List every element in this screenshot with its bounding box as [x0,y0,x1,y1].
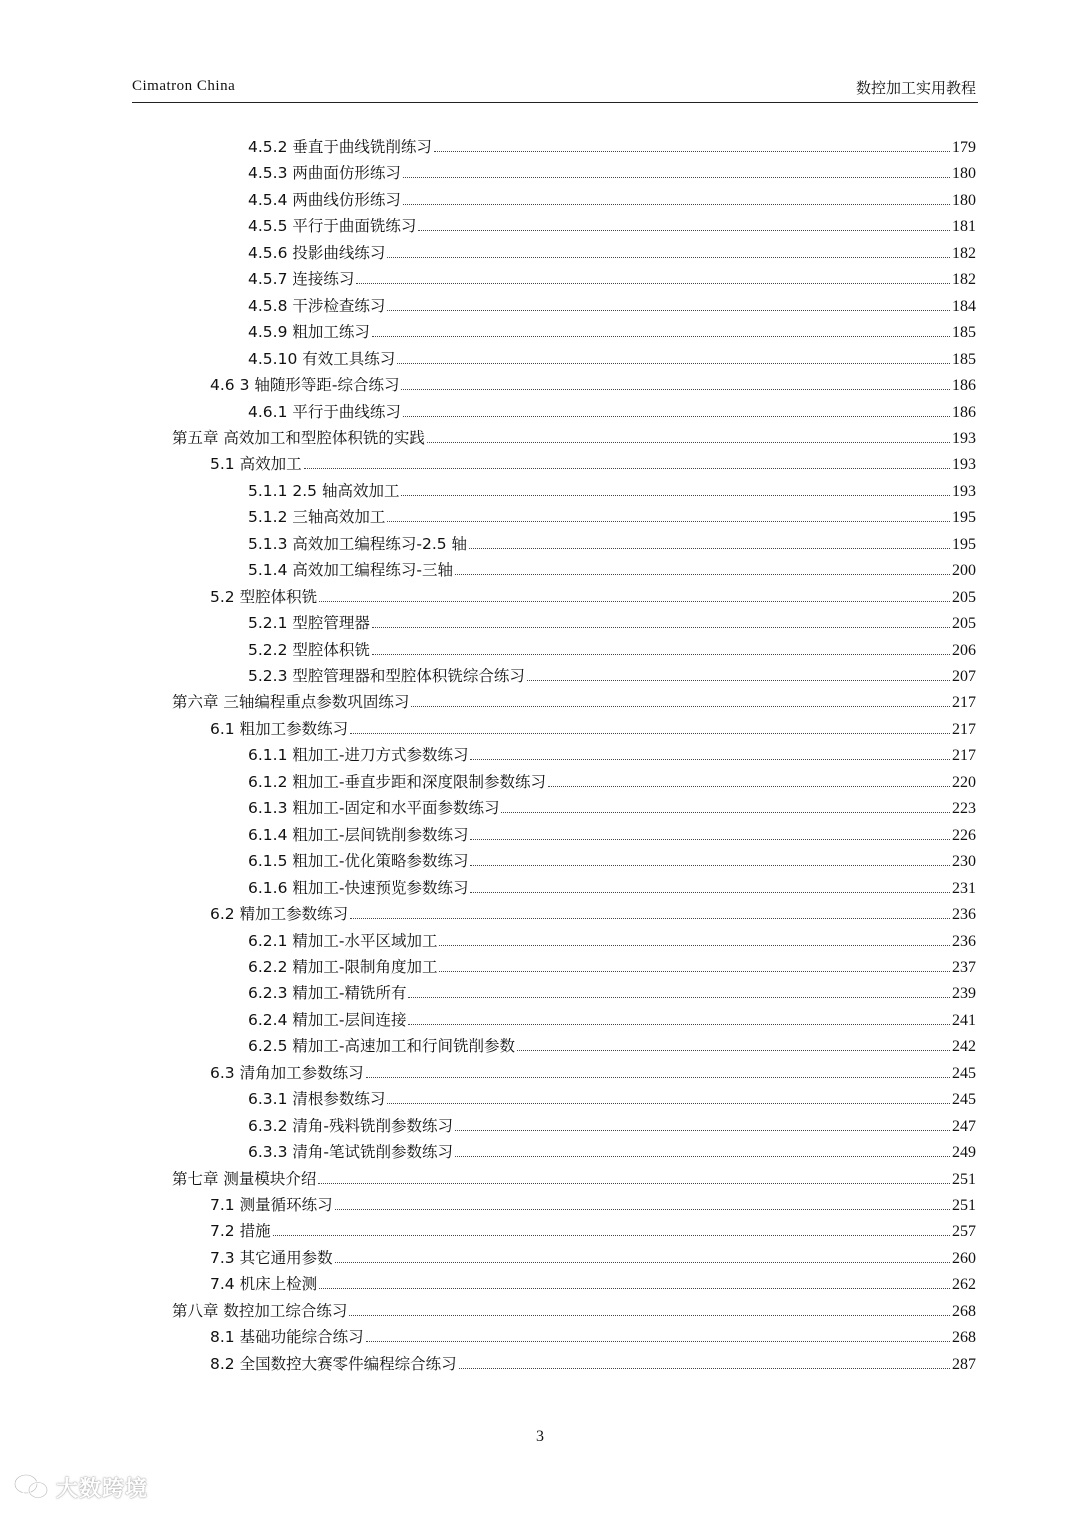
toc-entry[interactable] [248,744,976,766]
toc-entry-page: 193 [952,482,976,500]
toc-entry-page: 193 [952,456,976,474]
toc-dot-leader [455,1130,950,1131]
toc-entry-page: 181 [952,218,976,236]
toc-entry-title: 8.1 基础功能综合练习 [210,1328,364,1347]
toc-dot-leader [439,945,950,946]
toc-entry[interactable] [248,1141,976,1163]
toc-entry-title: 4.6.1 平行于曲线练习 [248,402,401,421]
toc-entry-page: 186 [952,403,976,421]
toc-entry-page: 242 [952,1038,976,1056]
toc-entry[interactable] [248,1035,976,1057]
toc-entry[interactable] [248,639,976,661]
toc-entry-title: 4.5.2 垂直于曲线铣削练习 [248,138,432,156]
toc-dot-leader [387,257,950,258]
toc-entry-title: 6.1.2 粗加工-垂直步距和深度限制参数练习 [248,772,546,791]
toc-entry-title: 6.2.1 精加工-水平区域加工 [248,931,438,950]
toc-entry-title: 6.1.3 粗加工-固定和水平面参数练习 [248,799,500,818]
toc-entry[interactable] [172,427,976,449]
toc-dot-leader [418,230,950,231]
toc-entry-title: 5.1.4 高效加工编程练习-三轴 [248,561,453,580]
toc-entry[interactable] [248,189,976,211]
toc-dot-leader [319,601,950,602]
toc-entry[interactable] [248,797,976,819]
toc-entry[interactable] [248,930,976,952]
toc-entry-title: 4.5.5 平行于曲面铣练习 [248,217,417,236]
toc-entry-title: 5.1.2 三轴高效加工 [248,508,386,527]
toc-entry-page: 236 [952,906,976,924]
toc-dot-leader [318,1183,950,1184]
toc-entry[interactable] [210,1062,976,1084]
toc-dot-leader [408,997,950,998]
toc-entry-page: 217 [952,694,976,712]
toc-dot-leader [356,283,950,284]
toc-entry-page: 185 [952,350,976,368]
toc-entry-page: 223 [952,800,976,818]
toc-dot-leader [548,786,950,787]
toc-dot-leader [501,812,950,813]
toc-entry[interactable] [248,956,976,978]
toc-dot-leader [408,1024,950,1025]
toc-entry-title: 6.2.3 精加工-精铣所有 [248,984,407,1003]
toc-entry-page: 257 [952,1223,976,1241]
toc-entry-title: 5.1 高效加工 [210,455,302,474]
toc-dot-leader [470,865,950,866]
toc-entry-page: 193 [952,429,976,447]
toc-entry[interactable] [210,1353,976,1375]
toc-entry-page: 268 [952,1302,976,1320]
toc-entry-page: 180 [952,165,976,183]
toc-entry[interactable] [248,771,976,793]
toc-entry[interactable] [210,453,976,475]
toc-entry-title: 4.5.3 两曲面仿形练习 [248,164,401,183]
toc-entry-page: 237 [952,958,976,976]
toc-entry-page: 217 [952,747,976,765]
toc-entry-page: 236 [952,932,976,950]
toc-entry[interactable] [248,136,976,158]
toc-entry-page: 182 [952,244,976,262]
toc-entry-title: 5.2.2 型腔体积铣 [248,640,370,659]
toc-entry-title: 4.5.10 有效工具练习 [248,349,396,368]
toc-entry-page: 182 [952,271,976,289]
toc-entry-title: 6.1 粗加工参数练习 [210,719,349,738]
toc-entry-page: 249 [952,1144,976,1162]
toc-entry-title: 5.2.3 型腔管理器和型腔体积铣综合练习 [248,667,525,685]
toc-entry-title: 6.1.1 粗加工-进刀方式参数练习 [248,746,469,765]
toc-dot-leader [403,177,950,178]
toc-dot-leader [455,574,950,575]
toc-entry-title: 5.2.1 型腔管理器 [248,614,370,633]
toc-entry[interactable] [248,268,976,290]
toc-entry[interactable] [248,982,976,1004]
toc-entry-page: 205 [952,588,976,606]
toc-entry[interactable] [210,586,976,608]
watermark-text: 大数跨境 [56,1476,149,1502]
toc-dot-leader [372,654,950,655]
toc-entry-page: 239 [952,985,976,1003]
toc-entry[interactable] [248,242,976,264]
toc-entry-page: 245 [952,1064,976,1082]
toc-dot-leader [366,1341,950,1342]
toc-dot-leader [350,918,950,919]
toc-entry[interactable] [210,1194,976,1216]
page-header [132,76,978,103]
toc-entry-title: 6.2 精加工参数练习 [210,905,349,924]
toc-entry-title: 第七章 测量模块介绍 [172,1169,317,1188]
toc-entry[interactable] [248,612,976,634]
toc-entry-title: 4.6 3 轴随形等距-综合练习 [210,376,400,395]
toc-entry-page: 226 [952,826,976,844]
toc-entry-page: 247 [952,1117,976,1135]
toc-entry-page: 207 [952,668,976,685]
toc-entry[interactable] [248,162,976,184]
toc-entry-title: 7.2 措施 [210,1222,271,1241]
toc-dot-leader [455,1156,950,1157]
toc-dot-leader [335,1262,950,1263]
toc-entry[interactable] [210,1326,976,1348]
toc-entry[interactable] [248,321,976,343]
toc-dot-leader [411,706,950,707]
toc-dot-leader [517,1050,950,1051]
toc-entry-page: 205 [952,615,976,633]
toc-entry[interactable] [248,1009,976,1031]
toc-dot-leader [387,1103,950,1104]
watermark [12,1467,148,1507]
toc-entry[interactable] [248,665,976,687]
toc-dot-leader [350,733,950,734]
page-number: 3 [536,1428,544,1445]
toc-entry-title: 第五章 高效加工和型腔体积铣的实践 [172,428,425,447]
toc-entry[interactable] [248,559,976,581]
toc-entry[interactable] [248,401,976,423]
toc-entry-title: 4.5.7 连接练习 [248,270,355,289]
toc-entry[interactable] [172,1300,976,1322]
toc-entry-page: 184 [952,297,976,315]
toc-entry-page: 245 [952,1091,976,1109]
toc-entry-page: 206 [952,641,976,659]
toc-dot-leader [403,416,950,417]
toc-entry-page: 231 [952,879,976,897]
toc-entry-page: 186 [952,377,976,395]
toc-entry-page: 262 [952,1276,976,1294]
toc-entry[interactable] [248,850,976,872]
toc-entry-title: 6.2.5 精加工-高速加工和行间铣削参数 [248,1037,515,1056]
toc-entry[interactable] [172,1168,976,1190]
toc-entry-title: 7.3 其它通用参数 [210,1248,333,1267]
toc-entry-page: 251 [952,1197,976,1214]
toc-entry-title: 8.2 全国数控大赛零件编程综合练习 [210,1354,457,1373]
toc-entry-title: 第八章 数控加工综合练习 [172,1301,348,1320]
toc-entry-page: 230 [952,853,976,871]
toc-entry-page: 179 [952,139,976,156]
header-brand: Cimatron China [132,78,236,94]
toc-dot-leader [273,1235,950,1236]
toc-dot-leader [387,310,950,311]
toc-dot-leader [427,442,950,443]
toc-dot-leader [304,468,950,469]
toc-entry[interactable] [248,877,976,899]
toc-entry-page: 241 [952,1011,976,1029]
toc-dot-leader [319,1288,950,1289]
toc-entry-page: 217 [952,720,976,738]
toc-dot-leader [335,1209,950,1210]
toc-entry-title: 6.1.5 粗加工-优化策略参数练习 [248,852,469,871]
toc-entry-title: 4.5.6 投影曲线练习 [248,243,386,262]
toc-entry-page: 287 [952,1355,976,1373]
toc-entry-page: 220 [952,773,976,791]
toc-dot-leader [439,971,950,972]
toc-entry[interactable] [210,1220,976,1242]
chat-bubble-logo-icon [12,1470,50,1504]
toc-dot-leader [366,1077,950,1078]
toc-dot-leader [527,680,950,681]
toc-entry-title: 4.5.9 粗加工练习 [248,323,370,342]
toc-entry-title: 6.2.4 精加工-层间连接 [248,1010,407,1029]
toc-entry[interactable] [210,1247,976,1269]
toc-dot-leader [372,336,950,337]
toc-entry[interactable] [248,295,976,317]
toc-dot-leader [470,839,950,840]
toc-entry-title: 6.3 清角加工参数练习 [210,1063,364,1082]
toc-entry[interactable] [210,374,976,396]
toc-entry[interactable] [172,691,976,713]
toc-entry-title: 6.3.1 清根参数练习 [248,1090,386,1109]
toc-dot-leader [403,204,950,205]
toc-entry-page: 200 [952,562,976,580]
toc-entry[interactable] [210,718,976,740]
toc-dot-leader [459,1368,950,1369]
toc-dot-leader [470,892,950,893]
toc-entry-title: 5.1.1 2.5 轴高效加工 [248,481,400,500]
toc-entry-title: 第六章 三轴编程重点参数巩固练习 [172,693,410,712]
toc-entry-page: 268 [952,1329,976,1347]
toc-dot-leader [349,1315,950,1316]
toc-entry[interactable] [248,824,976,846]
toc-entry[interactable] [248,1115,976,1137]
toc-entry[interactable] [248,348,976,370]
toc-dot-leader [469,548,950,549]
toc-entry[interactable] [248,215,976,237]
toc-entry[interactable] [210,1273,976,1295]
toc-dot-leader [434,151,950,152]
toc-entry-title: 4.5.8 干涉检查练习 [248,296,386,315]
toc-entry-page: 251 [952,1170,976,1188]
toc-entry-page: 180 [952,191,976,209]
toc-entry-title: 6.3.3 清角-笔试铣削参数练习 [248,1143,453,1162]
toc-entry-title: 5.1.3 高效加工编程练习-2.5 轴 [248,534,468,553]
toc-entry-title: 5.2 型腔体积铣 [210,587,318,606]
toc-entry-page: 195 [952,535,976,553]
toc-dot-leader [387,521,950,522]
toc-entry-title: 7.4 机床上检测 [210,1275,318,1294]
toc-entry[interactable] [248,506,976,528]
toc-entry-title: 6.2.2 精加工-限制角度加工 [248,957,438,976]
header-book-title: 数控加工实用教程 [855,79,976,97]
toc-entry-title: 6.1.6 粗加工-快速预览参数练习 [248,878,469,897]
toc-entry[interactable] [248,480,976,502]
toc-entry[interactable] [248,1088,976,1110]
toc-entry-title: 6.1.4 粗加工-层间铣削参数练习 [248,825,469,844]
toc-entry-title: 4.5.4 两曲线仿形练习 [248,190,401,209]
toc-entry-page: 260 [952,1249,976,1267]
toc-entry-title: 7.1 测量循环练习 [210,1196,333,1214]
toc-entry[interactable] [248,533,976,555]
toc-entry-page: 195 [952,509,976,527]
toc-dot-leader [397,363,950,364]
toc-dot-leader [401,495,950,496]
toc-entry[interactable] [210,903,976,925]
toc-dot-leader [401,389,950,390]
toc-dot-leader [372,627,950,628]
toc-entry-page: 185 [952,324,976,342]
toc-dot-leader [470,759,950,760]
toc-entry-title: 6.3.2 清角-残料铣削参数练习 [248,1116,453,1135]
